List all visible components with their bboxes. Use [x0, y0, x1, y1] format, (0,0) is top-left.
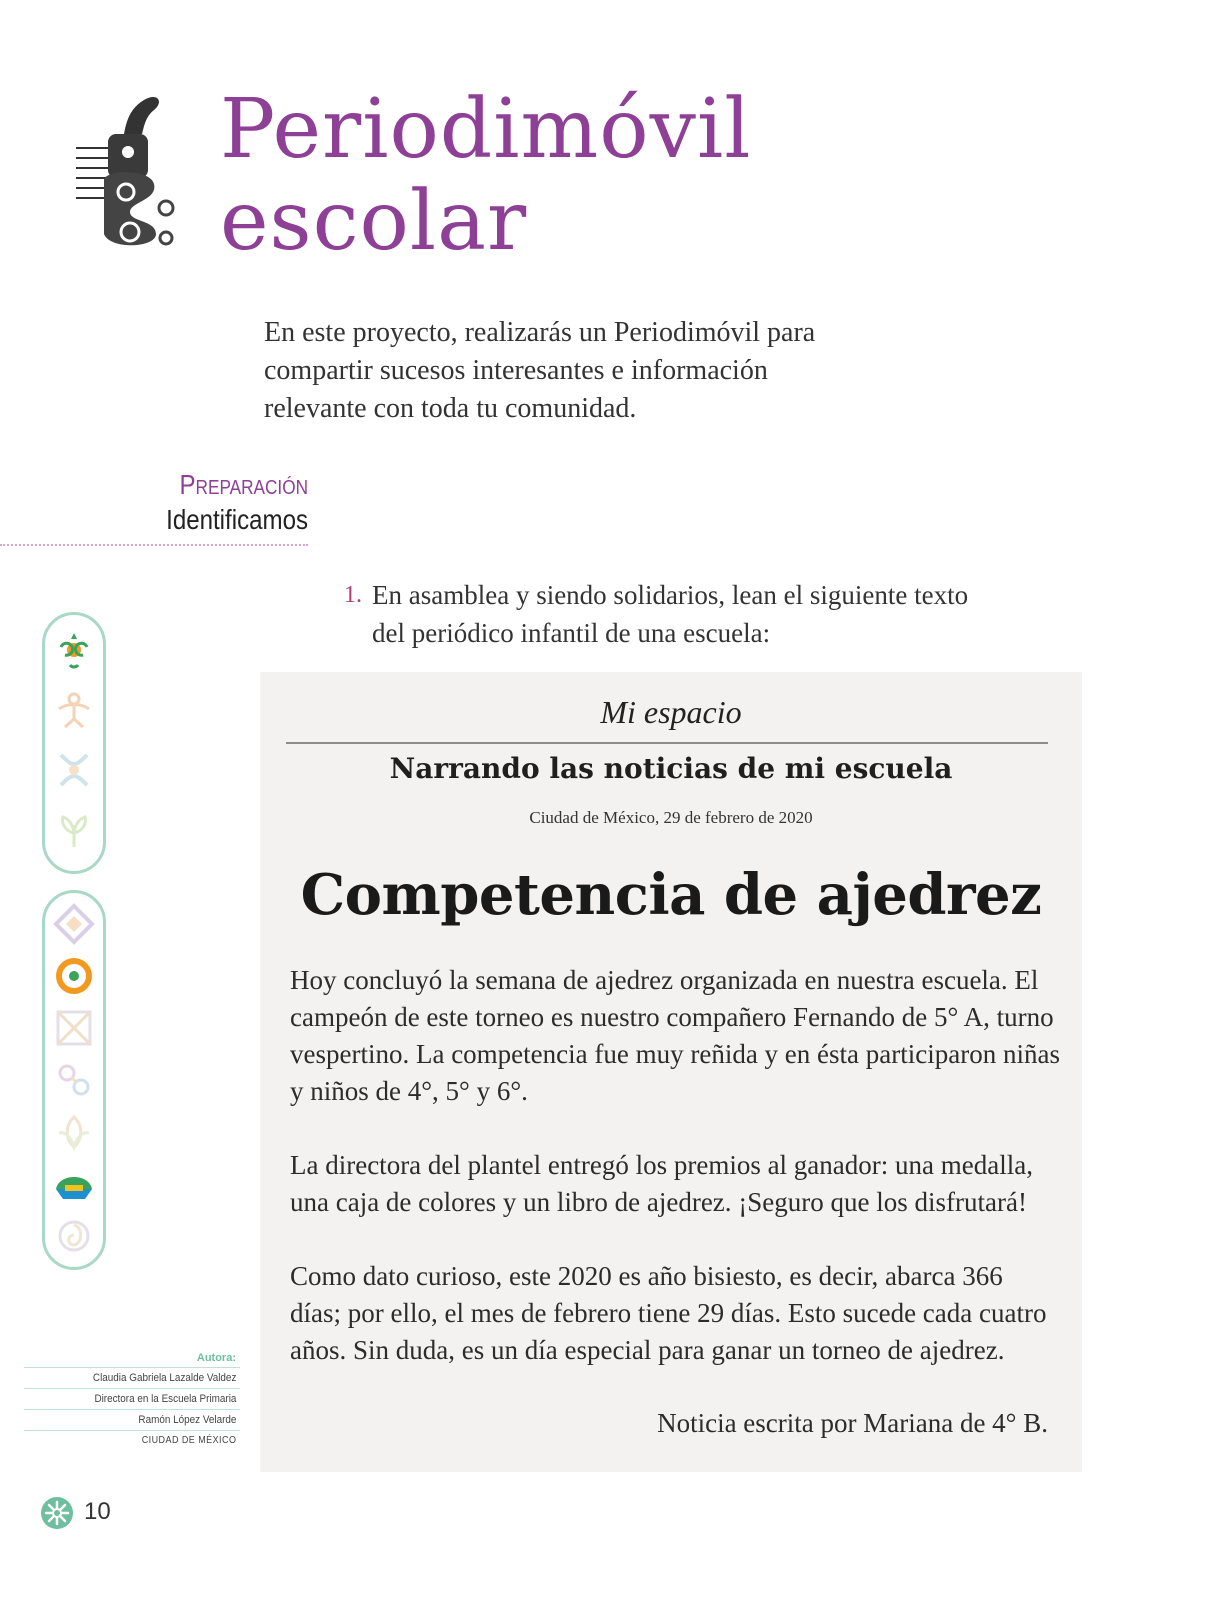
- newspaper-signature: Noticia escrita por Mariana de 4° B.: [657, 1408, 1048, 1438]
- swirl-icon: [53, 1215, 95, 1257]
- newspaper-paragraph: La directora del plantel entregó los premios al ganador: una medalla, una caja de colores y un libro de ajedrez. ¡Seguro que los disfrutará!: [290, 1150, 1033, 1217]
- author-role: Directora en la Escuela Primaria: [24, 1388, 240, 1409]
- newspaper-body: [290, 962, 1060, 1406]
- newspaper-paragraph: Hoy concluyó la semana de ajedrez organizada en nuestra escuela. El campeón de este torneo es nuestro compañero Fernando de 5° A, turno vespertino. La competencia fue muy reñida y en ésta participaron niñas y niños de 4°, 5° y 6°.: [290, 965, 1060, 1106]
- newspaper-tagline: Narrando las noticias de mi escuela: [389, 752, 953, 785]
- dancer-icon: [53, 689, 95, 731]
- people-icon: [53, 749, 95, 791]
- square-x-icon: [53, 1007, 95, 1049]
- step-number: 1.: [344, 582, 362, 608]
- newspaper-name: Mi espacio: [600, 694, 742, 730]
- project-rail-bottom: [42, 890, 106, 1270]
- project-rail-top: [42, 612, 106, 874]
- page-number: 10: [84, 1498, 111, 1525]
- newspaper-paragraph: Como dato curioso, este 2020 es año bisiesto, es decir, abarca 366 días; por ello, el mes de febrero tiene 29 días. Esto sucede cada cuatro años. Sin duda, es un día especial para ganar un torneo de ajedrez.: [290, 1261, 1047, 1365]
- flower-icon: [40, 1496, 74, 1530]
- author-credits: [0, 1352, 240, 1450]
- ring-icon: [53, 955, 95, 997]
- diamond-icon: [53, 903, 95, 945]
- newspaper-date: Ciudad de México, 29 de febrero de 2020: [529, 808, 813, 827]
- intro-paragraph: En este proyecto, realizarás un Periodimóvil para compartir sucesos interesantes e información relevante con toda tu comunidad.: [264, 317, 816, 424]
- page-title-line-2: escolar: [220, 174, 528, 269]
- section-kicker: Preparación: [179, 469, 308, 500]
- author-label: Autora:: [196, 1352, 236, 1364]
- links-icon: [53, 1059, 95, 1101]
- page-title-line-1: Periodimóvil: [220, 82, 752, 177]
- lotus-icon: [53, 1111, 95, 1153]
- glyph-figure-icon: [70, 92, 182, 252]
- page-title: [220, 84, 751, 268]
- newspaper-divider: [286, 742, 1048, 744]
- newspaper-clipping: [260, 672, 1082, 1472]
- sprout-icon: [53, 629, 95, 671]
- section-title: Identificamos: [166, 504, 308, 535]
- author-name: Claudia Gabriela Lazalde Valdez: [24, 1367, 240, 1388]
- step-text: En asamblea y siendo solidarios, lean el siguiente texto del periódico infantil de una escuela:: [372, 580, 969, 648]
- author-city: CIUDAD DE MÉXICO: [24, 1430, 240, 1450]
- plant-icon: [53, 809, 95, 851]
- newspaper-headline: Competencia de ajedrez: [300, 862, 1042, 928]
- author-school: Ramón López Velarde: [24, 1409, 240, 1430]
- fan-icon: [53, 1163, 95, 1205]
- section-heading: [0, 468, 308, 546]
- activity-step: [344, 576, 984, 652]
